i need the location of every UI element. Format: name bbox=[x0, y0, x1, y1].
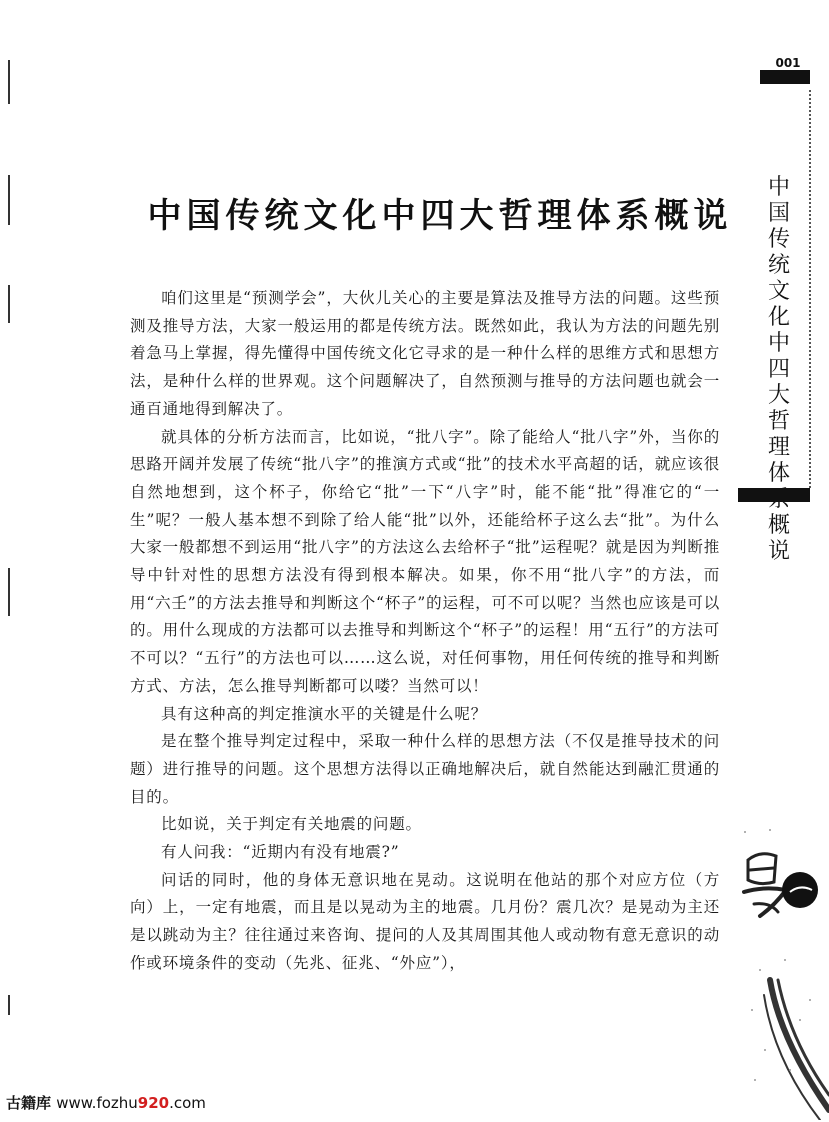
article-body bbox=[130, 285, 720, 978]
paragraph: 就具体的分析方法而言，比如说，“批八字”。除了能给人“批八字”外，当你的思路开阔并发展了传统“批八字”的推演方式或“批”的技术水平高超的话，就应该很自然地想到，这个杯子，你给它“批”一下“八字”时，能不能“批”得准它的“一生”呢？一般人基本想不到除了给人能“批”以外，还能给杯子这么去“批”。为什么大家一般都想不到运用“批八字”的方法这么去给杯子“批”运程呢？就是因为判断推导中针对性的思想方法没有得到根本解决。如果，你不用“批八字”的方法，而用“六壬”的方法去推导和判断这个“杯子”的运程，可不可以呢？当然也应该是可以的。用什么现成的方法都可以去推导和判断这个“杯子”的运程！用“五行”的方法可不可以？“五行”的方法也可以……这么说，对任何事物，用任何传统的推导和判断方式、方法，怎么推导判断都可以喽？当然可以！ bbox=[130, 427, 720, 695]
side-title-char: 概 bbox=[767, 513, 790, 538]
paragraph: 问话的同时，他的身体无意识地在晃动。这说明在他站的那个对应方位（方向）上，一定有地震，而且是以晃动为主的地震。几月份？震几次？是晃动为主还是以跳动为主？往往通过来咨询、提问的人及其周围其他人或动物有意无意识的动作或环境条件的变动（先兆、征兆、“外应”）， bbox=[130, 870, 720, 972]
dotted-edge-line bbox=[809, 90, 811, 488]
header-bar-bottom bbox=[738, 488, 810, 502]
scan-line-mark bbox=[8, 175, 10, 225]
side-title-char: 中 bbox=[767, 175, 790, 200]
side-title-char: 国 bbox=[767, 201, 790, 226]
footer-label: 古籍库 bbox=[6, 1094, 52, 1112]
side-title-char: 传 bbox=[767, 227, 790, 252]
paragraph: 咱们这里是“预测学会”，大伙儿关心的主要是算法及推导方法的问题。这些预测及推导方法，大家一般运用的都是传统方法。既然如此，我认为方法的问题先别着急马上掌握，得先懂得中国传统文化它寻求的是一种什么样的思维方式和思想方法，是种什么样的世界观。这个问题解决了，自然预测与推导的方法问题也就会一通百通地得到解决了。 bbox=[130, 289, 720, 418]
paragraph: 有人问我：“近期内有没有地震?” bbox=[161, 843, 400, 862]
side-title-char: 四 bbox=[767, 357, 790, 382]
scan-line-mark bbox=[8, 568, 10, 616]
header-bar-top bbox=[760, 70, 810, 84]
footer-site-prefix: www.fozhu bbox=[56, 1094, 138, 1112]
side-title-char: 理 bbox=[767, 435, 790, 460]
paragraph: 比如说，关于判定有关地震的问题。 bbox=[161, 815, 422, 834]
calligraphy-yi-decoration bbox=[730, 820, 829, 1120]
scan-line-mark bbox=[8, 285, 10, 323]
side-title-char: 中 bbox=[767, 331, 790, 356]
article-title: 中国传统文化中四大哲理体系概说 bbox=[147, 196, 733, 236]
side-title-char: 统 bbox=[767, 253, 790, 278]
page-number: 001 bbox=[775, 56, 801, 70]
footer-watermark bbox=[6, 1092, 206, 1113]
paragraph: 是在整个推导判定过程中，采取一种什么样的思想方法（不仅是推导技术的问题）进行推导的问题。这个思想方法得以正确地解决后，就自然能达到融汇贯通的目的。 bbox=[130, 732, 720, 806]
scan-line-mark bbox=[8, 995, 10, 1015]
paragraph: 具有这种高的判定推演水平的关键是什么呢？ bbox=[161, 704, 488, 723]
side-title-char: 体 bbox=[767, 461, 790, 486]
side-running-title bbox=[762, 175, 796, 565]
side-title-char: 哲 bbox=[767, 409, 790, 434]
side-title-char: 大 bbox=[767, 383, 790, 408]
footer-site-number: 920 bbox=[137, 1094, 170, 1112]
side-title-char: 说 bbox=[767, 539, 790, 564]
footer-site-suffix: .com bbox=[169, 1094, 206, 1112]
side-title-char: 文 bbox=[767, 279, 790, 304]
scan-line-mark bbox=[8, 60, 10, 104]
side-title-char: 化 bbox=[767, 305, 790, 330]
